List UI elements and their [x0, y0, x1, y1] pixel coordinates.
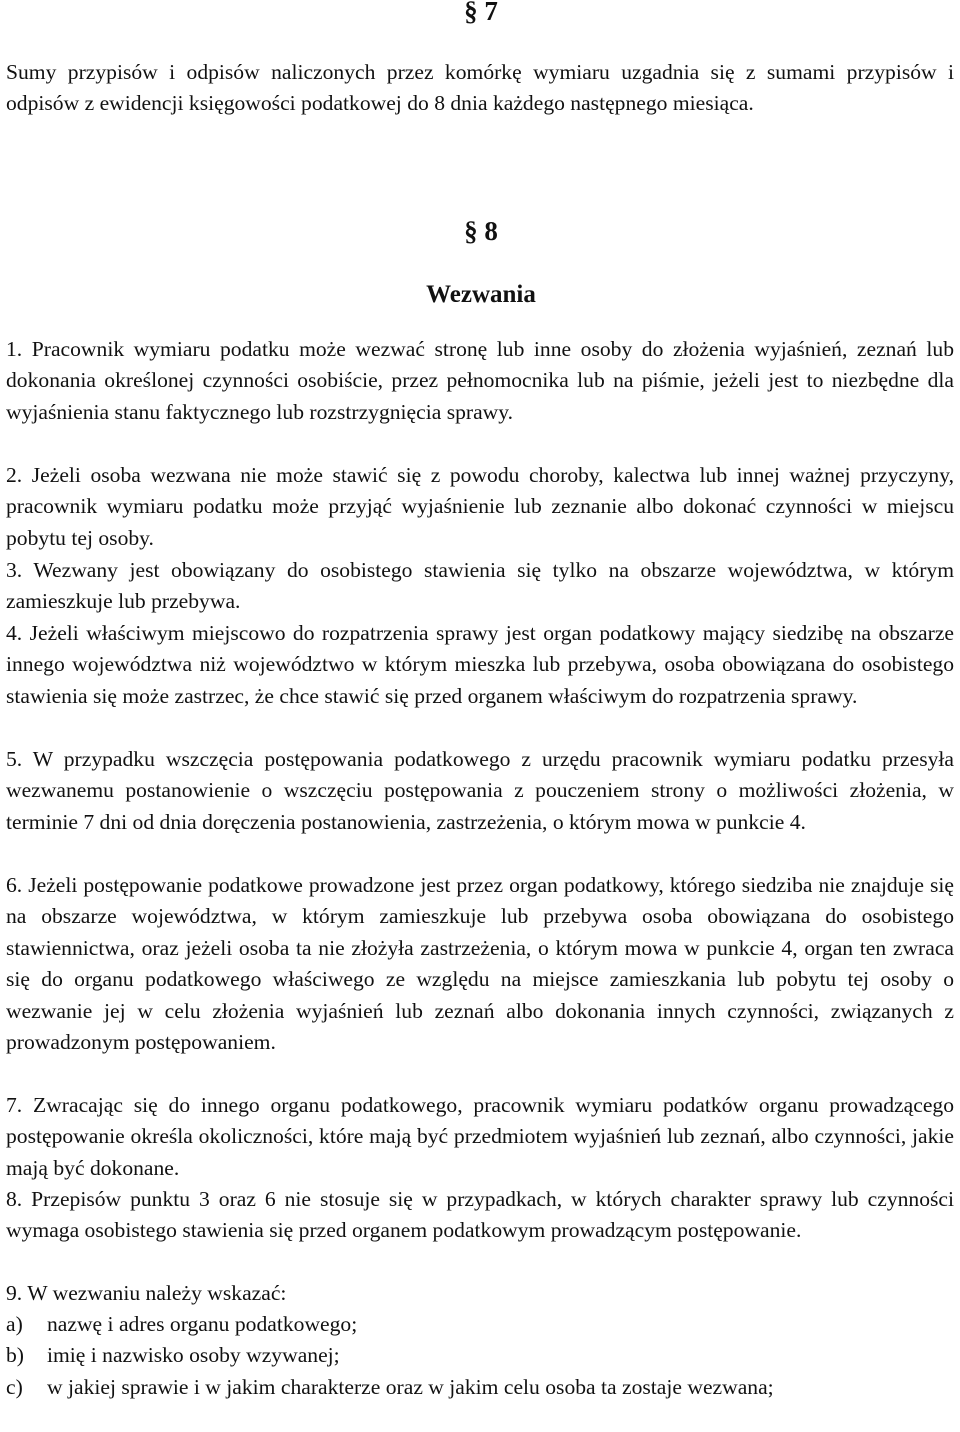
point-number: 8.: [6, 1187, 23, 1211]
subpoint-marker: c): [6, 1375, 23, 1399]
subpoint-marker: a): [6, 1312, 23, 1336]
point-3: [6, 555, 954, 618]
point-number: 5.: [6, 747, 23, 771]
point-6: [6, 870, 954, 1058]
point-number: 4.: [6, 621, 23, 645]
point-number: 9.: [6, 1281, 23, 1305]
subpoint-text: nazwę i adres organu podatkowego;: [47, 1312, 358, 1336]
point-text: Jeżeli osoba wezwana nie może stawić się z powodu choroby, kalectwa lub innej ważnej przyczyny, pracownik wymiaru podatku może przyjąć wyjaśnienie lub zeznanie albo dokonać czynności w miejscu pobytu tej osoby.: [6, 463, 954, 550]
section-7-mark: § 7: [464, 0, 498, 26]
point-number: 6.: [6, 873, 23, 897]
subpoint-c: [6, 1372, 954, 1403]
point-text: Zwracając się do innego organu podatkowego, pracownik wymiaru podatków organu prowadzącego postępowanie określa okoliczności, które mają być przedmiotem wyjaśnień lub zeznań, albo czynności, jakie mają być dokonane.: [6, 1093, 954, 1180]
subpoint-marker: b): [6, 1343, 24, 1367]
subpoint-a: [6, 1309, 954, 1340]
point-text: Pracownik wymiaru podatku może wezwać stronę lub inne osoby do złożenia wyjaśnień, zeznań lub dokonania określonej czynności osobiście, przez pełnomocnika lub na piśmie, jeżeli jest to niezbędne dla wyjaśnienia stanu faktycznego lub rozstrzygnięcia sprawy.: [6, 337, 954, 424]
point-number: 1.: [6, 337, 23, 361]
section-8-mark: § 8: [464, 216, 498, 246]
point-9: [6, 1278, 954, 1309]
subpoint-text: imię i nazwisko osoby wzywanej;: [47, 1343, 340, 1367]
point-8: [6, 1184, 954, 1247]
point-number: 2.: [6, 463, 23, 487]
point-text: W przypadku wszczęcia postępowania podatkowego z urzędu pracownik wymiaru podatku przesyła wezwanemu postanowienie o wszczęciu postępowania z pouczeniem strony o możliwości złożenia, w terminie 7 dni od dnia doręczenia postanowienia, zastrzeżenia, o którym mowa w punkcie 4.: [6, 747, 955, 834]
subpoint-b: [6, 1340, 954, 1371]
section-8-title: Wezwania: [426, 281, 536, 308]
point-text: Przepisów punktu 3 oraz 6 nie stosuje się w przypadkach, w których charakter sprawy lub czynności wymaga osobistego stawienia się przed organem podatkowym prowadzącym postępowanie.: [6, 1187, 955, 1243]
point-7: [6, 1090, 954, 1184]
point-text: W wezwaniu należy wskazać:: [27, 1281, 287, 1305]
point-5: [6, 744, 954, 838]
point-4: [6, 618, 954, 712]
point-number: 7.: [6, 1093, 23, 1117]
point-text: Wezwany jest obowiązany do osobistego stawienia się tylko na obszarze województwa, w którym zamieszkuje lub przebywa.: [6, 558, 954, 614]
subpoint-text: w jakiej sprawie i w jakim charakterze oraz w jakim celu osoba ta zostaje wezwana;: [47, 1375, 774, 1399]
section-7-paragraph: Sumy przypisów i odpisów naliczonych przez komórkę wymiaru uzgadnia się z sumami przypisów i odpisów z ewidencji księgowości podatkowej do 8 dnia każdego następnego miesiąca.: [6, 60, 954, 116]
point-2: [6, 460, 954, 554]
point-text: Jeżeli postępowanie podatkowe prowadzone jest przez organ podatkowy, którego siedziba nie znajduje się na obszarze województwa, w którym zamieszkuje lub przebywa osoba obowiązana do osobistego stawiennictwa, oraz jeżeli osoba ta nie złożyła zastrzeżenia, o którym mowa w punkcie 4, organ ten zwraca się do organu podatkowego właściwego ze względu na miejsce zamieszkania lub pobytu tej osoby o wezwanie jej w celu złożenia wyjaśnień lub zeznań albo dokonania innych czynności, związanych z prowadzonym postępowaniem.: [6, 873, 954, 1055]
point-number: 3.: [6, 558, 23, 582]
point-1: [6, 334, 954, 428]
point-text: Jeżeli właściwym miejscowo do rozpatrzenia sprawy jest organ podatkowy mający siedzibę na obszarze innego województwa niż województwo w którym mieszka lub przebywa, osoba obowiązana do osobistego stawienia się może zastrzec, że chce stawić się przed organem właściwym do rozpatrzenia sprawy.: [6, 621, 954, 708]
